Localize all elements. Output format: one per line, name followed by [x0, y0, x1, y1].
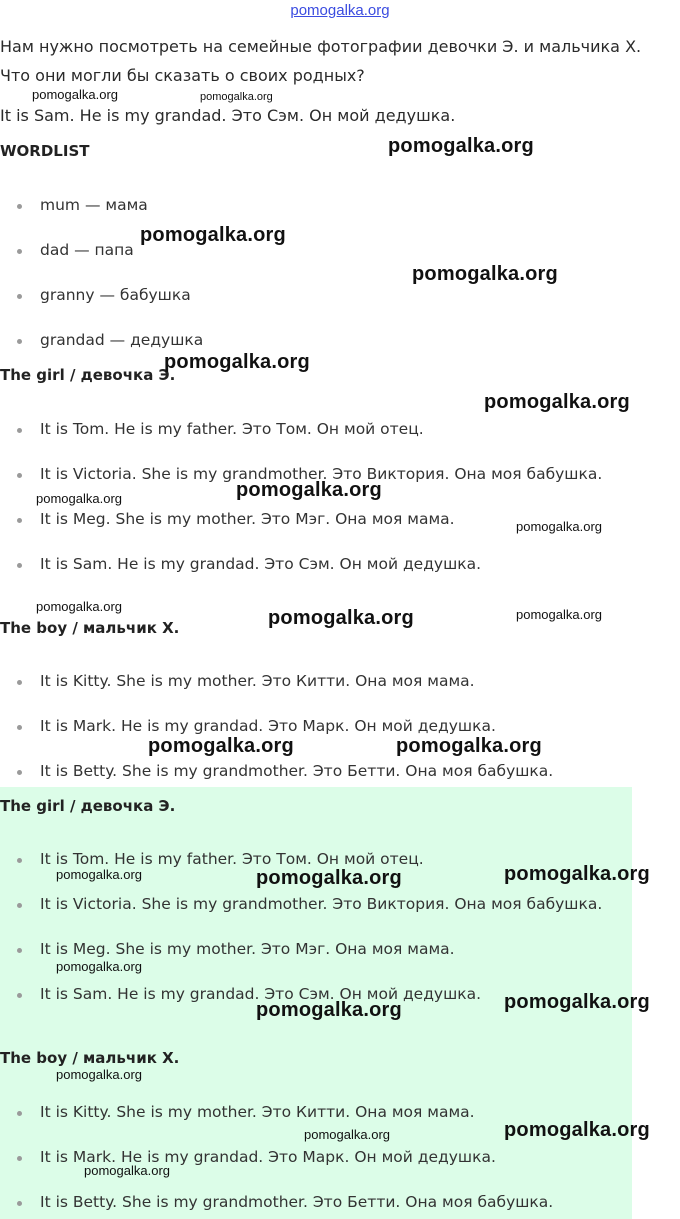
watermark: pomogalka.org — [56, 1067, 142, 1082]
watermark: pomogalka.org — [36, 599, 122, 614]
answer-boy-heading: The boy / мальчик Х. — [0, 1049, 180, 1067]
bullet-icon — [17, 249, 22, 254]
watermark: pomogalka.org — [516, 607, 602, 622]
wordlist-title: WORDLIST — [0, 142, 90, 160]
intro-paragraph: Нам нужно посмотреть на семейные фотографии девочки Э. и мальчика Х. Что они могли бы сказать о своих родных? — [0, 37, 642, 85]
bullet-icon — [17, 473, 22, 478]
watermark: pomogalka.org — [504, 863, 650, 885]
watermark: pomogalka.org — [56, 959, 142, 974]
bullet-icon — [17, 428, 22, 433]
bullet-icon — [17, 518, 22, 523]
bullet-icon — [17, 1111, 22, 1116]
site-header-link[interactable]: pomogalka.org — [290, 2, 390, 19]
intro-example: It is Sam. He is my grandad. Это Сэм. Он мой дедушка. — [0, 106, 456, 125]
bullet-icon — [17, 993, 22, 998]
watermark: pomogalka.org — [256, 867, 402, 889]
bullet-icon — [17, 563, 22, 568]
bullet-icon — [17, 204, 22, 209]
watermark: pomogalka.org — [412, 263, 558, 285]
bullet-icon — [17, 339, 22, 344]
watermark: pomogalka.org — [200, 91, 273, 103]
watermark: pomogalka.org — [256, 999, 402, 1021]
watermark: pomogalka.org — [504, 1119, 650, 1141]
bullet-icon — [17, 770, 22, 775]
bullet-icon — [17, 1156, 22, 1161]
boy-heading: The boy / мальчик Х. — [0, 619, 180, 637]
watermark: pomogalka.org — [388, 135, 534, 157]
watermark: pomogalka.org — [504, 991, 650, 1013]
bullet-icon — [17, 680, 22, 685]
girl-heading: The girl / девочка Э. — [0, 366, 176, 384]
watermark: pomogalka.org — [516, 519, 602, 534]
bullet-icon — [17, 725, 22, 730]
bullet-icon — [17, 1201, 22, 1206]
answer-girl-heading: The girl / девочка Э. — [0, 797, 176, 815]
watermark: pomogalka.org — [36, 491, 122, 506]
watermark: pomogalka.org — [32, 87, 118, 102]
watermark: pomogalka.org — [484, 391, 630, 413]
watermark: pomogalka.org — [268, 607, 414, 629]
watermark: pomogalka.org — [304, 1127, 390, 1142]
watermark: pomogalka.org — [84, 1163, 170, 1178]
watermark: pomogalka.org — [396, 735, 542, 757]
bullet-icon — [17, 903, 22, 908]
watermark: pomogalka.org — [148, 735, 294, 757]
watermark: pomogalka.org — [140, 224, 286, 246]
bullet-icon — [17, 294, 22, 299]
watermark: pomogalka.org — [56, 867, 142, 882]
answer-block: The girl / девочка Э. It is Tom. He is my father. Это Том. Он мой отец. It is Victoria. She is my grandmother. Это Виктория. Она моя бабушка. It is Meg. She is my mother. Это Мэг. Она моя мама. It is Sam. He is my grandad. Это Сэм. Он мой дедушка. The boy / мальчик Х. It is Kitty. She is my mother. Это Китти. Она моя мама. It is Mark. He is my grandad. Это Марк. Он мой дедушка. It is Betty. She is my grandmother. Это Бетти. Она моя бабушка. — [0, 787, 632, 1219]
watermark: pomogalka.org — [236, 479, 382, 501]
bullet-icon — [17, 948, 22, 953]
watermark: pomogalka.org — [164, 351, 310, 373]
bullet-icon — [17, 858, 22, 863]
